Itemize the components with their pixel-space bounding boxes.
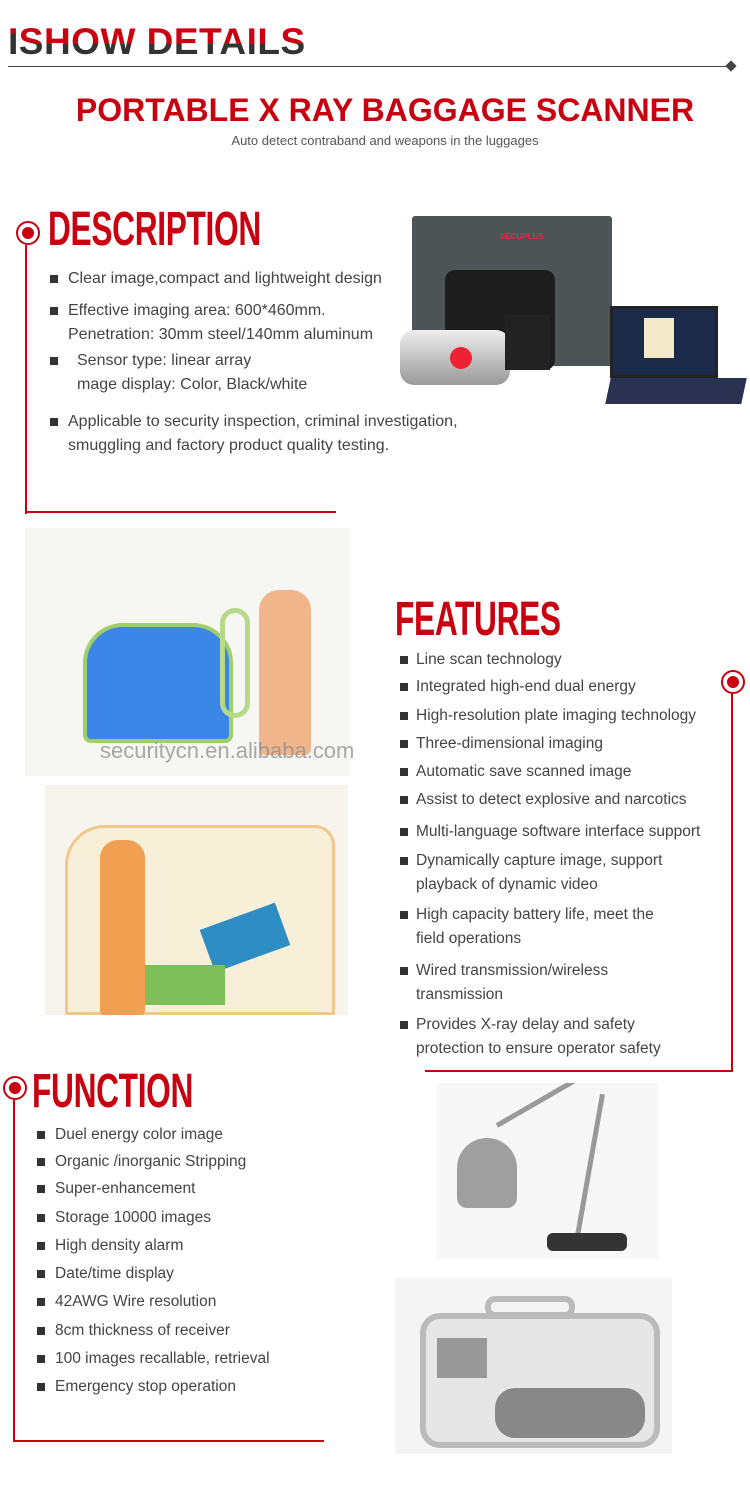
list-item-text: Effective imaging area: 600*460mm. [68,302,326,319]
bullet-icon [50,275,58,283]
bullet-icon [37,1131,45,1139]
list-item-text: 42AWG Wire resolution [55,1293,217,1310]
bullet-icon [37,1298,45,1306]
list-item-text: 8cm thickness of receiver [55,1322,230,1339]
product-subtitle: Auto detect contraband and weapons in the luggages [231,133,539,148]
section-border [425,1070,733,1072]
bullet-icon [37,1270,45,1278]
list-item-text: High-resolution plate imaging technology [416,707,697,724]
list-item-text: Organic /inorganic Stripping [55,1153,247,1170]
show-details-title [8,22,306,62]
bullet-icon [400,1021,408,1029]
bullet-icon [400,796,408,804]
list-item-text: Three-dimensional imaging [416,735,603,752]
bullet-icon [50,357,58,365]
section-border [731,694,733,1072]
list-item-text: Penetration: 30mm steel/140mm aluminum [68,326,374,343]
bullet-icon [50,418,58,426]
section-marker-icon [721,670,745,694]
title-bar-mark: I [8,21,19,62]
list-item-text: Applicable to security inspection, criminal investigation, [68,413,458,430]
xray-case-image [395,1278,672,1454]
list-item-text: smuggling and factory product quality testing. [68,437,390,454]
section-marker-icon [16,221,40,245]
xray-bag-image [45,785,348,1015]
list-item-text: Dynamically capture image, support [416,852,663,869]
list-item-text: Assist to detect explosive and narcotics [416,791,687,808]
list-item-text: High density alarm [55,1237,184,1254]
list-item-text: High capacity battery life, meet the [416,906,654,923]
list-item-text: Duel energy color image [55,1126,224,1143]
bullet-icon [400,828,408,836]
list-item-text: Integrated high-end dual energy [416,678,636,695]
section-border [25,511,336,513]
bullet-icon [400,967,408,975]
features-heading: FEATURES [395,593,561,646]
bullet-icon [400,768,408,776]
section-marker-icon [3,1076,27,1100]
bullet-icon [37,1158,45,1166]
product-title: PORTABLE X RAY BAGGAGE SCANNER [75,92,695,128]
bullet-icon [50,307,58,315]
bullet-icon [400,683,408,691]
product-image [400,210,750,404]
list-item-text: Wired transmission/wireless [416,962,609,979]
bullet-icon [37,1214,45,1222]
list-item-text: 100 images recallable, retrieval [55,1350,270,1367]
bullet-icon [400,656,408,664]
bullet-icon [400,857,408,865]
list-item-text: playback of dynamic video [416,876,598,893]
bullet-icon [37,1185,45,1193]
bullet-icon [400,740,408,748]
section-border [25,245,27,514]
bullet-icon [400,712,408,720]
section-border [13,1100,15,1442]
list-item-text: transmission [416,986,503,1003]
show-details-text: SHOW DETAILS [18,21,306,62]
list-item-text: field operations [416,930,522,947]
header-divider [8,66,730,67]
section-border [13,1440,324,1442]
xray-lamp-image [437,1083,658,1259]
bullet-icon [37,1327,45,1335]
function-heading: FUNCTION [32,1065,194,1118]
diamond-icon [725,60,736,71]
bullet-icon [37,1242,45,1250]
list-item-text: protection to ensure operator safety [416,1040,661,1057]
list-item-text: Line scan technology [416,651,562,668]
list-item-text: Clear image,compact and lightweight design [68,270,382,287]
product-logo: SECUPLUS [500,232,544,241]
description-heading: DESCRIPTION [48,203,261,256]
list-item-text: Super-enhancement [55,1180,196,1197]
list-item-text: Date/time display [55,1265,174,1282]
list-item-text: Storage 10000 images [55,1209,211,1226]
list-item-text: Provides X-ray delay and safety [416,1016,635,1033]
bullet-icon [37,1355,45,1363]
list-item-text: Sensor type: linear array [77,352,252,369]
list-item-text: Emergency stop operation [55,1378,236,1395]
list-item-text: Automatic save scanned image [416,763,632,780]
list-item-text: Multi-language software interface support [416,823,701,840]
bullet-icon [400,911,408,919]
bullet-icon [37,1383,45,1391]
list-item-text: mage display: Color, Black/white [77,376,308,393]
watermark: securitycn.en.alibaba.com [100,738,355,763]
